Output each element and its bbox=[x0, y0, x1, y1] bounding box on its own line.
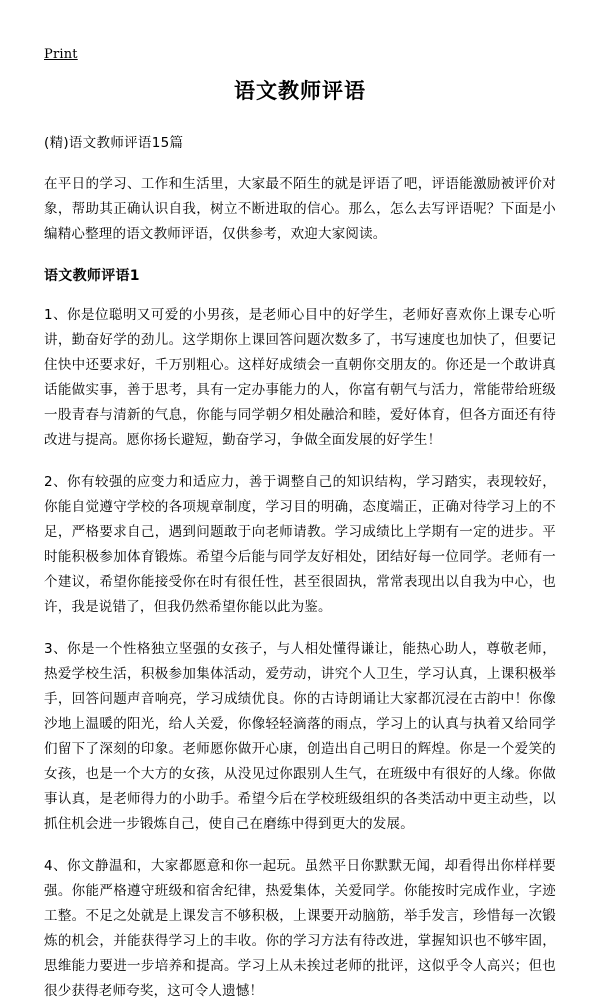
document-intro: 在平日的学习、工作和生活里，大家最不陌生的就是评语了吧，评语能激励被评价对象，帮助其正确认识自我，树立不断进取的信心。那么，怎么去写评语呢？下面是小编精心整理的语文教师评语，仅供参考，欢迎大家阅读。 bbox=[44, 176, 556, 242]
paragraph-4: 4、你文静温和，大家都愿意和你一起玩。虽然平日你默默无闻，却看得出你样样要强。你能严格遵守班级和宿舍纪律，热爱集体，关爱同学。你能按时完成作业，字迹工整。不足之处就是上课发言不够积极，上课要开动脑筋，举手发言，珍惜每一次锻炼的机会，并能获得学习上的丰收。你的学习方法有待改进，掌握知识也不够牢固，思维能力要进一步培养和提高。学习上从未挨过老师的批评，这似乎令人高兴；但也很少获得老师夸奖，这可令人遗憾！ bbox=[44, 858, 556, 999]
document-body bbox=[44, 76, 556, 1004]
paragraph-2: 2、你有较强的应变力和适应力，善于调整自己的知识结构，学习踏实，表现较好，你能自觉遵守学校的各项规章制度，学习目的明确，态度端正，正确对待学习上的不足，严格要求自己，遇到问题敢于向老师请教。学习成绩比上学期有一定的进步。平时能积极参加体育锻炼。希望今后能与同学友好相处，团结好每一位同学。老师有一个建议，希望你能接受你在时有很任性，甚至很固执，常常表现出以自我为中心，也许，我是说错了，但我仍然希望你能以此为鉴。 bbox=[44, 474, 556, 615]
document-subtitle: (精)语文教师评语15篇 bbox=[44, 135, 184, 151]
print-link[interactable]: Print bbox=[44, 47, 78, 62]
paragraph-3: 3、你是一个性格独立坚强的女孩子，与人相处懂得谦让，能热心助人，尊敬老师，热爱学校生活，积极参加集体活动，爱劳动，讲究个人卫生，学习认真，上课积极举手，回答问题声音响亮，学习成绩优良。你的古诗朗诵让大家都沉浸在古韵中！你像沙地上温暖的阳光，给人关爱，你像轻轻滴落的雨点，学习上的认真与执着又给同学们留下了深刻的印象。老师愿你做开心康，创造出自己明日的辉煌。你是一个爱笑的女孩，也是一个大方的女孩，从没见过你跟别人生气，在班级中有很好的人缘。你做事认真，是老师得力的小助手。希望今后在学校班级组织的各类活动中更主动些，以抓住机会进一步锻炼自己，使自己在磨练中得到更大的发展。 bbox=[44, 641, 556, 832]
section-heading: 语文教师评语1 bbox=[44, 268, 140, 284]
paragraph-1: 1、你是位聪明又可爱的小男孩，是老师心目中的好学生，老师好喜欢你上课专心听讲，勤奋好学的劲儿。这学期你上课回答问题次数多了，书写速度也加快了，但要记住快中还要求好，千万别粗心。这样好成绩会一直朝你交朋友的。你还是一个敢讲真话能做实事，善于思考，具有一定办事能力的人，你富有朝气与活力，常能带给班级一股青春与清新的气息，你能与同学朝夕相处融洽和睦，爱好体育，但各方面还有待改进与提高。愿你扬长避短，勤奋学习，争做全面发展的好学生！ bbox=[44, 307, 556, 448]
page-title: 语文教师评语 bbox=[234, 79, 366, 103]
